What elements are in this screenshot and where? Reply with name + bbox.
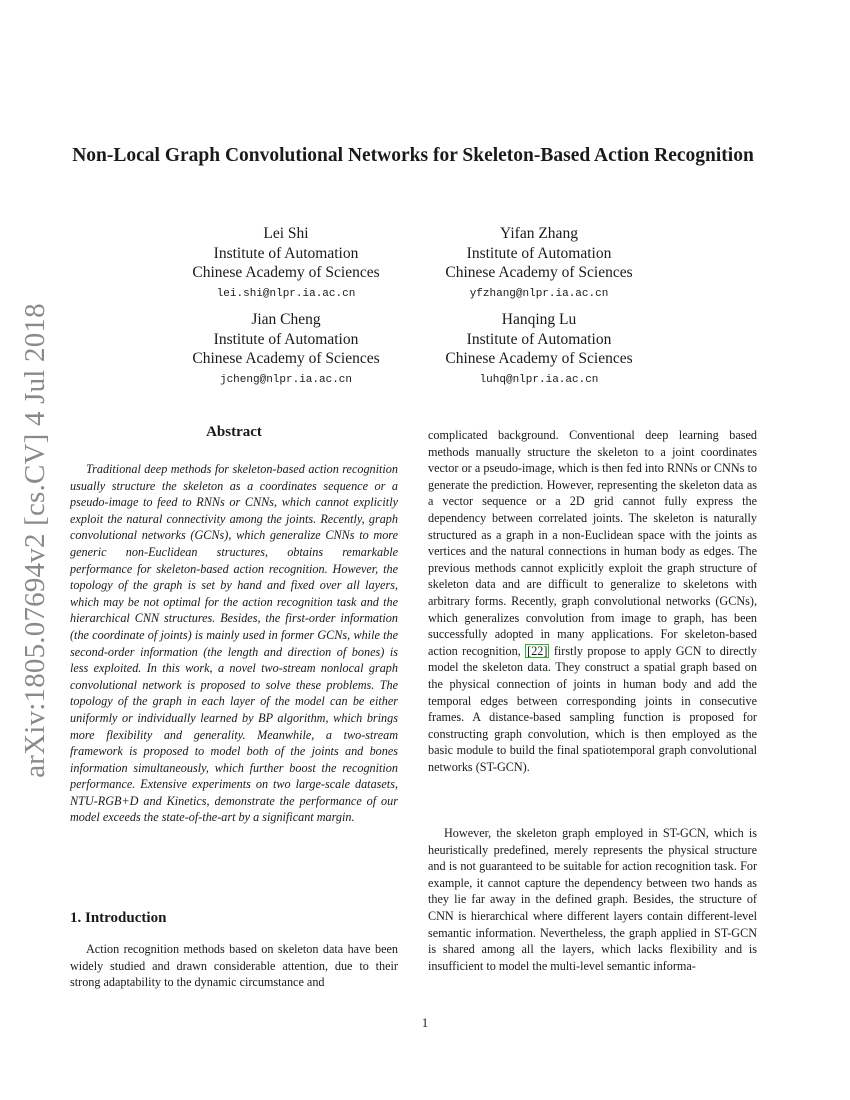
author-1: [156, 224, 416, 304]
author-institution: Chinese Academy of Sciences: [445, 264, 633, 281]
author-2: [409, 224, 669, 304]
paper-title: Non-Local Graph Convolutional Networks for Skeleton-Based Action Recognition: [72, 145, 754, 166]
arxiv-stamp: [14, 302, 56, 778]
author-affiliation: Institute of Automation: [213, 244, 359, 262]
author-name: Yifan Zhang: [500, 225, 578, 242]
arxiv-stamp-text: arXiv:1805.07694v2 [cs.CV] 4 Jul 2018: [18, 302, 51, 778]
author-email: jcheng@nlpr.ia.ac.cn: [219, 373, 353, 386]
introduction-paragraph: Action recognition methods based on skeleton data have been widely studied and drawn considerable attention, due to their strong adaptability to the dynamic circumstance and: [70, 942, 398, 990]
author-email: yfzhang@nlpr.ia.ac.cn: [469, 287, 609, 300]
author-4: [409, 310, 669, 390]
right-column-paragraph-2: However, the skeleton graph employed in ST-GCN, which is heuristically predefined, merely represents the physical structure and is not guaranteed to be suitable for action recognition task. For example, it cannot capture the dependency between two hands as they lie far away in the defined graph. Besides, the structure of CNN is hierarchical where different layers contain different-level semantic information. Nevertheless, the graph applied in ST-GCN is shared among all the layers, which lacks flexibility and is insufficient to model the multi-level semantic informa-: [428, 826, 757, 973]
abstract-text: Traditional deep methods for skeleton-based action recognition usually structure the skeleton as a coordinates sequence or a pseudo-image to feed to RNNs or CNNs, which cannot explicitly exploit the natural connectivity among the joints. Recently, graph convolutional networks (GCNs), which generalize CNNs to more generic non-Euclidean structures, obtains remarkable performance for skeleton-based action recognition. However, the topology of the graph is set by hand and fixed over all layers, which may be not optimal for the action recognition task and the hierarchical CNN structures. Besides, the first-order information (the coordinate of joints) is mainly used in former GCNs, while the second-order information (the length and direction of bones) is less exploited. In this work, a novel two-stream nonlocal graph convolutional network is proposed to solve these problems. The topology of the graph in each layer of the model can be either uniformly or individually learned by BP algorithm, which brings more flexibility and generality. Meanwhile, a two-stream framework is proposed to model both of the joints and bones information simultaneously, which further boost the recognition performance. Extensive experiments on two large-scale datasets, NTU-RGB+D and Kinetics, demonstrate the performance of our model exceeds the state-of-the-art by a significant margin.: [70, 462, 398, 825]
author-name: Hanqing Lu: [501, 311, 577, 328]
author-institution: Chinese Academy of Sciences: [445, 350, 633, 367]
author-name: Jian Cheng: [251, 311, 321, 328]
paragraph-text: complicated background. Conventional deep learning based methods manually structure the skeleton to a joint coordinates vector or a pseudo-image, which is then fed into RNNs or CNNs to generate the prediction. However, representing the skeleton data as a vector sequence or a 2D grid cannot fully express the dependency between correlated joints. The skeleton is naturally structured as a graph in a non-Euclidean space with the joints as vertices and the natural connections in human body as edges. The previous methods cannot explicitly exploit the graph structure of skeleton data and are difficult to generalize to skeletons with arbitrary forms. Recently, graph convolutional networks (GCNs), which generalizes convolution from image to graph, has been successfully adopted in many applications. For skeleton-based action recognition,: [428, 428, 757, 658]
author-email: lei.shi@nlpr.ia.ac.cn: [216, 287, 356, 300]
paragraph-text: firstly propose to apply GCN to directly model the skeleton data. They construct a spatial graph based on the physical connection of joints in human body and add the temporal edges between corresponding joints in consecutive frames. A distance-based sampling function is proposed for constructing graph convolution, which is then employed as the basic module to build the final spatiotemporal graph convolutional networks (ST-GCN).: [428, 643, 757, 774]
abstract-heading: Abstract: [206, 424, 262, 440]
right-column-paragraph-1: [428, 427, 757, 775]
author-affiliation: Institute of Automation: [213, 330, 359, 348]
author-affiliation: Institute of Automation: [466, 244, 612, 262]
author-institution: Chinese Academy of Sciences: [192, 264, 380, 281]
author-3: [156, 310, 416, 390]
section-heading-introduction: 1. Introduction: [70, 910, 167, 926]
author-name: Lei Shi: [263, 225, 309, 242]
author-institution: Chinese Academy of Sciences: [192, 350, 380, 367]
citation-link[interactable]: [22]: [527, 643, 548, 658]
author-affiliation: Institute of Automation: [466, 330, 612, 348]
author-email: luhq@nlpr.ia.ac.cn: [479, 373, 599, 386]
page-number: 1: [421, 1016, 429, 1030]
